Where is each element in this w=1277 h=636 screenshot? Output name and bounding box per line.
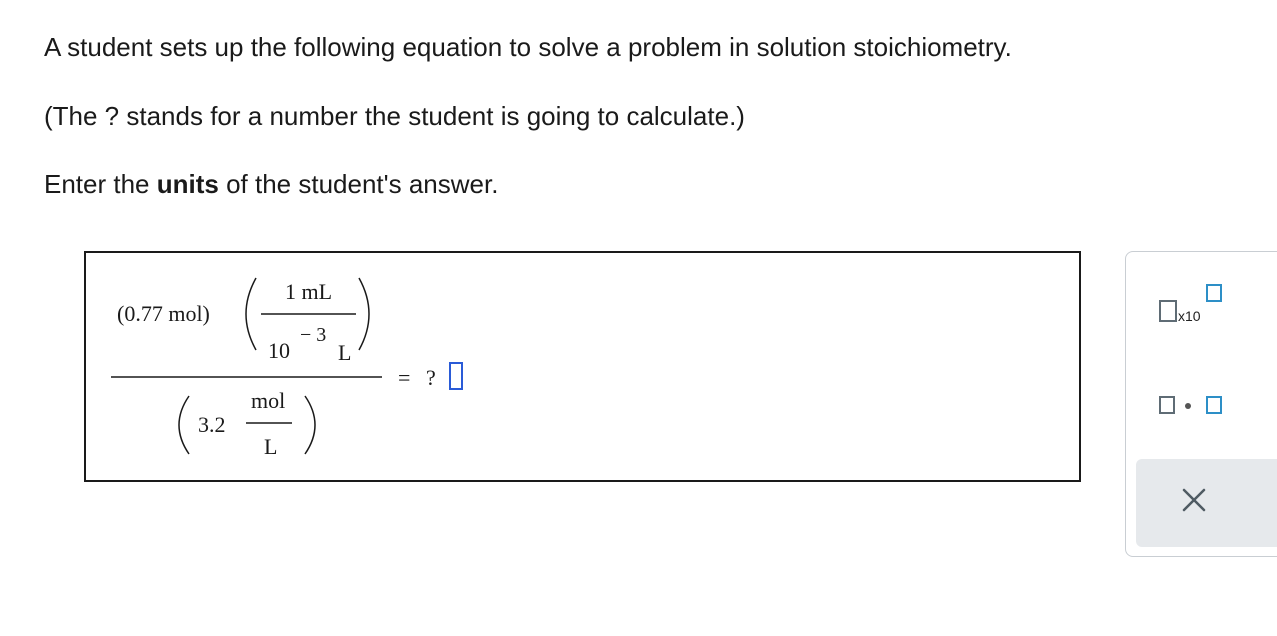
denominator-value: 3.2 xyxy=(198,412,226,437)
denominator-left-paren xyxy=(179,396,189,454)
instruction-prefix: Enter the xyxy=(44,169,157,199)
factor-numerator: 1 mL xyxy=(285,279,333,304)
denominator-denominator: L xyxy=(264,434,278,459)
equation-graphics xyxy=(86,253,1079,480)
unknown-symbol: ? xyxy=(426,365,436,390)
question-text-line2: (The ? stands for a number the student is going to calculate.) xyxy=(44,101,745,131)
factor-right-paren xyxy=(359,278,369,350)
x10-label: x10 xyxy=(1178,308,1201,324)
close-icon xyxy=(1181,487,1207,513)
math-toolbar xyxy=(1125,251,1277,557)
factor-denominator-unit: L xyxy=(338,340,352,365)
question-text-line1: A student sets up the following equation to solve a problem in solution stoichiometry. xyxy=(44,32,1012,62)
instruction-suffix: of the student's answer. xyxy=(218,169,499,199)
denominator-right-paren xyxy=(305,396,315,454)
denominator-numerator: mol xyxy=(251,388,286,413)
factor-left-paren xyxy=(246,278,256,350)
equation-box xyxy=(84,251,1081,482)
close-button[interactable] xyxy=(1136,459,1277,547)
multiply-dot-icon xyxy=(1156,388,1226,424)
scientific-notation-button[interactable] xyxy=(1156,280,1226,326)
factor-denominator-exponent: − 3 xyxy=(300,324,327,346)
factor-denominator-base: 10 xyxy=(268,338,290,363)
instruction-bold: units xyxy=(156,169,219,199)
multiply-dot-button[interactable] xyxy=(1156,388,1226,424)
question-text-line3 xyxy=(44,169,498,199)
scientific-notation-icon xyxy=(1156,280,1226,326)
equals-sign: = xyxy=(398,365,411,390)
answer-units-input[interactable] xyxy=(449,362,463,390)
moles-term: (0.77 mol) xyxy=(117,301,210,326)
